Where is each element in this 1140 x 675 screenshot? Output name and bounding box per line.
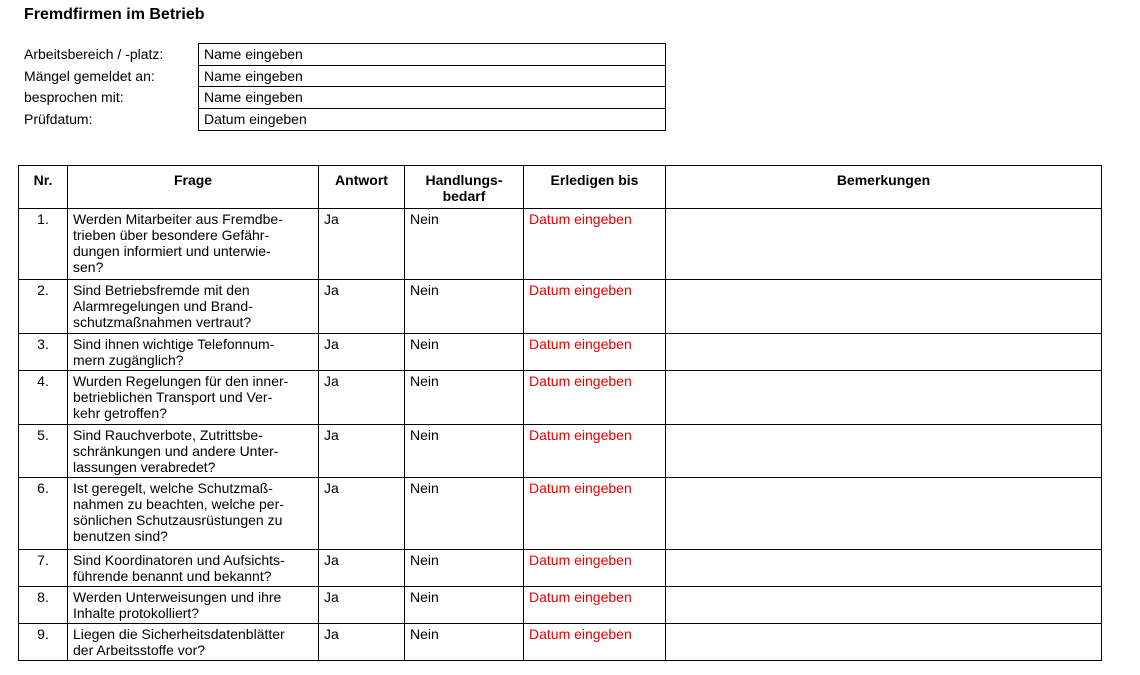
question-line: Werden Mitarbeiter aus Fremdbe- [73, 211, 283, 227]
action-needed-cell[interactable]: Nein [405, 371, 524, 425]
question-line: Sind ihnen wichtige Telefonnum- [73, 336, 275, 352]
table-row [19, 425, 1102, 478]
action-needed-cell[interactable]: Nein [405, 550, 524, 587]
info-labels [24, 44, 163, 131]
question-line: nahmen zu beachten, welche per- [73, 496, 284, 512]
table-row [19, 371, 1102, 425]
due-date-field[interactable]: Datum eingeben [524, 371, 666, 425]
question-cell [68, 550, 319, 587]
question-line: Sind Betriebsfremde mit den [73, 282, 250, 298]
question-line: benutzen sind? [73, 528, 168, 544]
question-line: Liegen die Sicherheitsdatenblätter [73, 626, 285, 642]
remarks-cell[interactable] [666, 425, 1102, 478]
header-frage: Frage [68, 166, 319, 209]
question-line: führende benannt und bekannt? [73, 568, 272, 584]
remarks-cell[interactable] [666, 550, 1102, 587]
action-needed-cell[interactable]: Nein [405, 624, 524, 661]
question-line: lassungen verabredet? [73, 459, 216, 475]
question-cell [68, 587, 319, 624]
table-row [19, 550, 1102, 587]
answer-cell[interactable]: Ja [319, 478, 405, 550]
question-line: Werden Unterweisungen und ihre [73, 589, 282, 605]
question-line: Inhalte protokolliert? [73, 605, 200, 621]
question-line: sönlichen Schutzausrüstungen zu [73, 512, 283, 528]
remarks-cell[interactable] [666, 587, 1102, 624]
action-needed-cell[interactable]: Nein [405, 334, 524, 371]
row-number: 7. [19, 550, 68, 587]
info-label-arbeitsbereich: Arbeitsbereich / -platz: [24, 46, 164, 62]
question-line: Ist geregelt, welche Schutzmaß- [73, 480, 273, 496]
answer-cell[interactable]: Ja [319, 425, 405, 478]
answer-cell[interactable]: Ja [319, 280, 405, 334]
question-line: trieben über besondere Gefähr- [73, 227, 270, 243]
row-number: 1. [19, 209, 68, 280]
header-handlung-line1: Handlungs- [425, 172, 503, 188]
action-needed-cell[interactable]: Nein [405, 587, 524, 624]
question-cell [68, 209, 319, 280]
row-number: 6. [19, 478, 68, 550]
row-number: 2. [19, 280, 68, 334]
question-cell [68, 478, 319, 550]
question-line: schränkungen und andere Unter- [73, 443, 279, 459]
remarks-cell[interactable] [666, 209, 1102, 280]
due-date-field[interactable]: Datum eingeben [524, 280, 666, 334]
question-line: dungen informiert und unterwie- [73, 243, 271, 259]
header-antwort: Antwort [319, 166, 405, 209]
table-row [19, 209, 1102, 280]
answer-cell[interactable]: Ja [319, 550, 405, 587]
action-needed-cell[interactable]: Nein [405, 478, 524, 550]
question-line: Sind Rauchverbote, Zutrittsbe- [73, 427, 263, 443]
checklist-table [18, 165, 1102, 661]
due-date-field[interactable]: Datum eingeben [524, 478, 666, 550]
row-number: 5. [19, 425, 68, 478]
remarks-cell[interactable] [666, 334, 1102, 371]
question-line: Wurden Regelungen für den inner- [73, 373, 289, 389]
due-date-field[interactable]: Datum eingeben [524, 425, 666, 478]
table-row [19, 587, 1102, 624]
table-row [19, 478, 1102, 550]
question-cell [68, 371, 319, 425]
action-needed-cell[interactable]: Nein [405, 425, 524, 478]
maengel-field[interactable]: Name eingeben [199, 66, 665, 88]
remarks-cell[interactable] [666, 478, 1102, 550]
info-fields [198, 43, 666, 131]
answer-cell[interactable]: Ja [319, 209, 405, 280]
due-date-field[interactable]: Datum eingeben [524, 624, 666, 661]
table-header-row [19, 166, 1102, 209]
due-date-field[interactable]: Datum eingeben [524, 550, 666, 587]
question-line: kehr getroffen? [73, 405, 167, 421]
due-date-field[interactable]: Datum eingeben [524, 334, 666, 371]
page-title: Fremdfirmen im Betrieb [24, 6, 205, 23]
question-line: Alarmregelungen und Brand- [73, 298, 253, 314]
row-number: 9. [19, 624, 68, 661]
besprochen-field[interactable]: Name eingeben [199, 87, 665, 109]
row-number: 3. [19, 334, 68, 371]
question-line: betrieblichen Transport und Ver- [73, 389, 273, 405]
table-row [19, 334, 1102, 371]
info-label-pruefdatum: Prüfdatum: [24, 111, 93, 128]
answer-cell[interactable]: Ja [319, 624, 405, 661]
action-needed-cell[interactable]: Nein [405, 280, 524, 334]
table-row [19, 280, 1102, 334]
due-date-field[interactable]: Datum eingeben [524, 209, 666, 280]
question-cell [68, 624, 319, 661]
pruefdatum-field[interactable]: Datum eingeben [199, 109, 665, 131]
question-line: schutzmaßnahmen vertraut? [73, 314, 252, 330]
remarks-cell[interactable] [666, 371, 1102, 425]
info-label-maengel: Mängel gemeldet an: [24, 67, 155, 84]
row-number: 4. [19, 371, 68, 425]
question-line: sen? [73, 259, 104, 275]
header-bemerkungen: Bemerkungen [666, 166, 1102, 209]
header-nr: Nr. [19, 166, 68, 209]
action-needed-cell[interactable]: Nein [405, 209, 524, 280]
header-erledigen: Erledigen bis [524, 166, 666, 209]
remarks-cell[interactable] [666, 624, 1102, 661]
due-date-field[interactable]: Datum eingeben [524, 587, 666, 624]
question-cell [68, 334, 319, 371]
question-line: mern zugänglich? [73, 352, 184, 368]
header-handlung-line2: bedarf [442, 188, 486, 204]
question-cell [68, 425, 319, 478]
answer-cell[interactable]: Ja [319, 371, 405, 425]
header-handlungsbedarf [405, 166, 524, 209]
question-cell [68, 280, 319, 334]
question-line: der Arbeitsstoffe vor? [73, 642, 206, 658]
row-number: 8. [19, 587, 68, 624]
info-label-besprochen: besprochen mit: [24, 89, 124, 106]
table-row [19, 624, 1102, 661]
answer-cell[interactable]: Ja [319, 334, 405, 371]
remarks-cell[interactable] [666, 280, 1102, 334]
answer-cell[interactable]: Ja [319, 587, 405, 624]
question-line: Sind Koordinatoren und Aufsichts- [73, 552, 285, 568]
arbeitsbereich-field[interactable]: Name eingeben [199, 44, 665, 66]
